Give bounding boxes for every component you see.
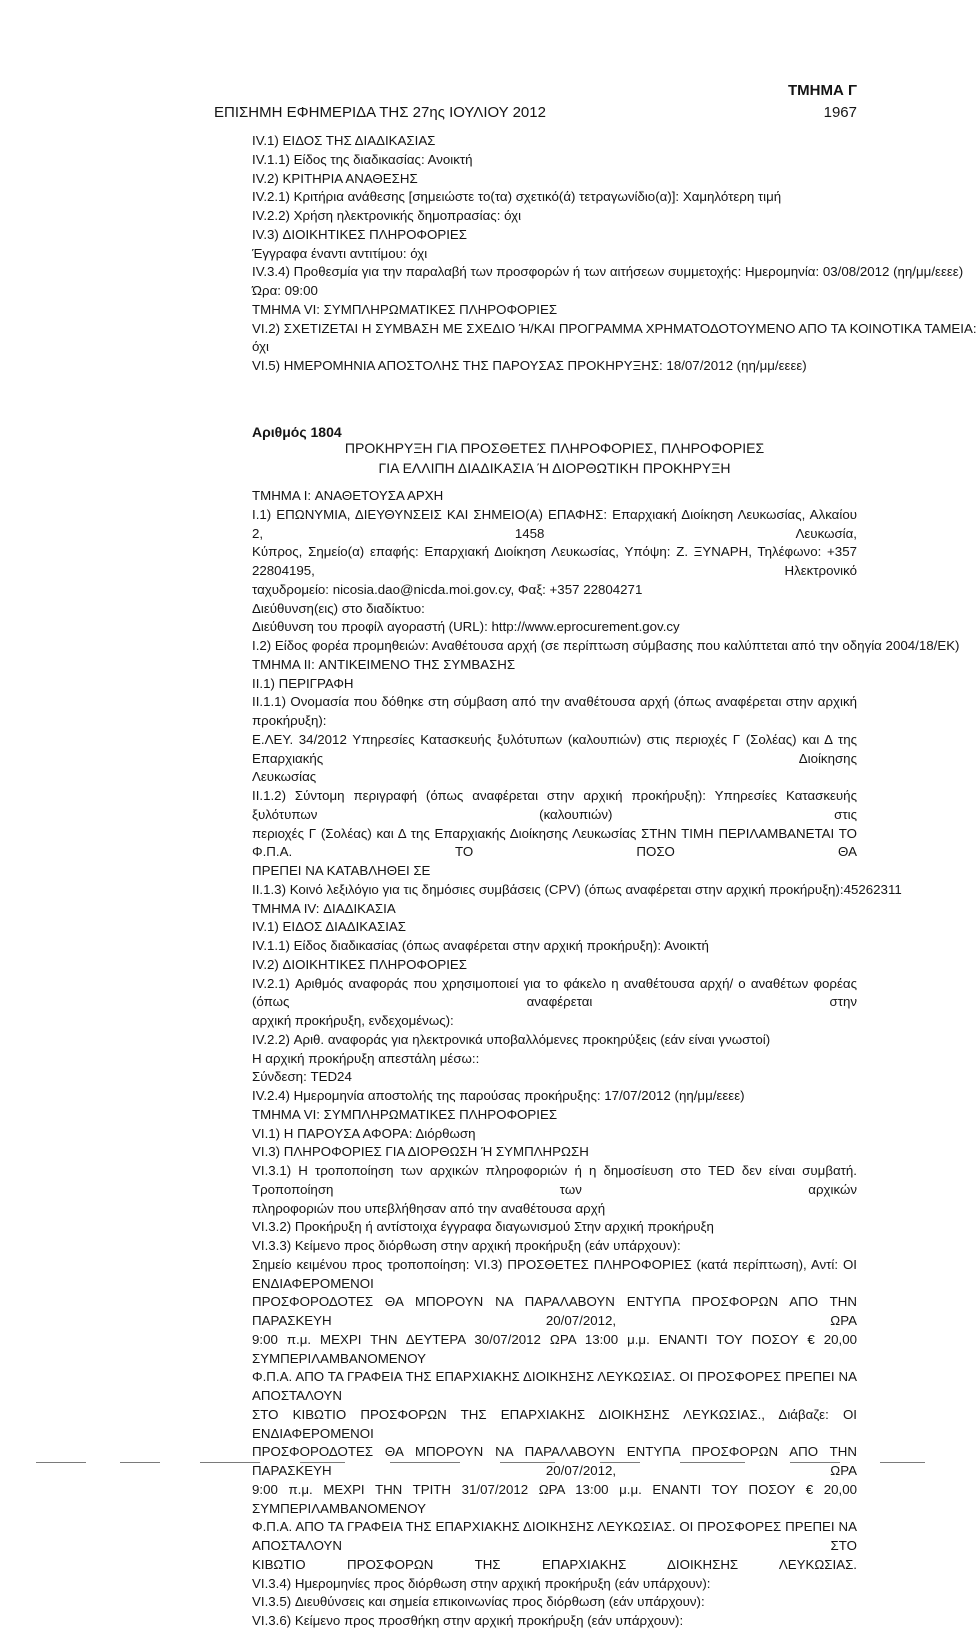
text-line: Ε.ΛΕΥ. 34/2012 Υπηρεσίες Κατασκευής ξυλότυπων (καλουπιών) στις περιοχές Γ (Σολέας) και Δ της Επαρχιακής Διοίκησης <box>252 731 857 766</box>
text-line: ταχυδρομείο: nicosia.dao@nicda.moi.gov.cy, Φαξ: +357 22804271 <box>252 581 643 597</box>
section-label: ΤΜΗΜΑ Γ <box>787 82 857 99</box>
text-line: ΤΜΗΜΑ VI: ΣΥΜΠΛΗΡΩΜΑΤΙΚΕΣ ΠΛΗΡΟΦΟΡΙΕΣ <box>252 301 558 317</box>
text-line: Λευκωσίας <box>252 769 317 785</box>
text-line: VI.3.4) Ημερομηνίες προς διόρθωση στην αρχική προκήρυξη (εάν υπάρχουν): <box>252 1575 711 1591</box>
text-line: VI.3.1) Η τροποποίηση των αρχικών πληροφοριών ή η δημοσίευση στο TED δεν είναι συμβατή. Τροποποίηση των αρχικών <box>252 1163 857 1197</box>
text-line: ΠΡΟΣΦΟΡΟΔΟΤΕΣ ΘΑ ΜΠΟΡΟΥΝ ΝΑ ΠΑΡΑΛΑΒΟΥΝ ΕΝΤΥΠΑ ΠΡΟΣΦΟΡΩΝ ΑΠΟ ΤΗΝ ΠΑΡΑΣΚΕΥΗ 20/07/2012, ΩΡΑ <box>252 1444 857 1478</box>
text-line: ΚΙΒΩΤΙΟ ΠΡΟΣΦΟΡΩΝ ΤΗΣ ΕΠΑΡΧΙΑΚΗΣ ΔΙΟΙΚΗΣΗΣ ΛΕΥΚΩΣΙΑΣ. <box>252 1556 857 1572</box>
text-line: IV.2.2) Αριθ. αναφοράς για ηλεκτρονικά υποβαλλόμενες προκηρύξεις (εάν είναι γνωστοί) <box>252 1031 771 1047</box>
text-line: VI.5) ΗΜΕΡΟΜΗΝΙΑ ΑΠΟΣΤΟΛΗΣ ΤΗΣ ΠΑΡΟΥΣΑΣ ΠΡΟΚΗΡΥΞΗΣ: 18/07/2012 (ηη/μμ/εεεε) <box>252 358 807 373</box>
text-line: Έγγραφα έναντι αντιτίμου: όχι <box>252 245 428 261</box>
page-number: 1967 <box>823 104 857 121</box>
gazette-title: ΕΠΙΣΗΜΗ ΕΦΗΜΕΡΙΔΑ ΤΗΣ 27ης ΙΟΥΛΙΟΥ 2012 <box>214 104 546 121</box>
page-footer-rule <box>0 1462 960 1468</box>
text-line: Κύπρος, Σημείο(α) επαφής: Επαρχιακή Διοίκηση Λευκωσίας, Υπόψη: Ζ. ΞΥΝΑΡΗ, Τηλέφωνο: +357 22804195, Ηλεκτρονικό <box>252 544 857 578</box>
text-line: IV.1) ΕΙΔΟΣ ΤΗΣ ΔΙΑΔΙΚΑΣΙΑΣ <box>252 133 436 148</box>
notice-title <box>252 438 857 478</box>
text-line: ΤΜΗΜΑ IV: ΔΙΑΔΙΚΑΣΙΑ <box>252 900 396 916</box>
previous-notice-tail <box>252 132 977 376</box>
text-line: VI.3.6) Κείμενο προς προσθήκη στην αρχική προκήρυξη (εάν υπάρχουν): <box>252 1613 684 1628</box>
text-line: ΣΤΟ ΚΙΒΩΤΙΟ ΠΡΟΣΦΟΡΩΝ ΤΗΣ ΕΠΑΡΧΙΑΚΗΣ ΔΙΟΙΚΗΣΗΣ ΛΕΥΚΩΣΙΑΣ., Διάβαζε: ΟΙ ΕΝΔΙΑΦΕΡΟΜΕΝΟΙ <box>252 1406 857 1441</box>
text-line: ΤΜΗΜΑ I: ΑΝΑΘΕΤΟΥΣΑ ΑΡΧΗ <box>252 488 444 503</box>
text-line: IV.1.1) Είδος διαδικασίας (όπως αναφέρεται στην αρχική προκήρυξη): Ανοικτή <box>252 938 709 953</box>
notice-title-line-1: ΠΡΟΚΗΡΥΞΗ ΓΙΑ ΠΡΟΣΘΕΤΕΣ ΠΛΗΡΟΦΟΡΙΕΣ, ΠΛΗΡΟΦΟΡΙΕΣ <box>344 440 765 456</box>
text-line: Φ.Π.Α. ΑΠΟ ΤΑ ΓΡΑΦΕΙΑ ΤΗΣ ΕΠΑΡΧΙΑΚΗΣ ΔΙΟΙΚΗΣΗΣ ΛΕΥΚΩΣΙΑΣ. ΟΙ ΠΡΟΣΦΟΡΕΣ ΠΡΕΠΕΙ ΝΑ ΑΠΟΣΤΑΛΟΥΝ <box>252 1369 857 1403</box>
text-line: αρχική προκήρυξη, ενδεχομένως): <box>252 1013 454 1028</box>
text-line: Ώρα: 09:00 <box>252 283 318 298</box>
text-line: IV.1) ΕΙΔΟΣ ΔΙΑΔΙΚΑΣΙΑΣ <box>252 919 407 935</box>
text-line: IV.1.1) Είδος της διαδικασίας: Ανοικτή <box>252 151 473 167</box>
text-line: VI.3.3) Κείμενο προς διόρθωση στην αρχική προκήρυξη (εάν υπάρχουν): <box>252 1238 681 1253</box>
text-line: IV.3) ΔΙΟΙΚΗΤΙΚΕΣ ΠΛΗΡΟΦΟΡΙΕΣ <box>252 226 468 242</box>
text-line: ΤΜΗΜΑ VI: ΣΥΜΠΛΗΡΩΜΑΤΙΚΕΣ ΠΛΗΡΟΦΟΡΙΕΣ <box>252 1106 558 1122</box>
notice-title-line-2: ΓΙΑ ΕΛΛΙΠΗ ΔΙΑΔΙΚΑΣΙΑ Ή ΔΙΟΡΘΩΤΙΚΗ ΠΡΟΚΗΡΥΞΗ <box>378 460 731 476</box>
text-line: IV.2.1) Κριτήρια ανάθεσης [σημειώστε το(τα) σχετικό(ά) τετραγωνίδιο(α)]: Χαμηλότερη τιμή <box>252 189 782 205</box>
text-line: 9:00 π.μ. ΜΕΧΡΙ ΤΗΝ ΤΡΙΤΗ 31/07/2012 ΩΡΑ 13:00 μ.μ. ΕΝΑΝΤΙ ΤΟΥ ΠΟΣΟΥ € 20,00 ΣΥΜΠΕΡΙΛΑΜΒΑΝΟΜΕΝΟΥ <box>252 1481 857 1516</box>
text-line: IV.2) ΚΡΙΤΗΡΙΑ ΑΝΑΘΕΣΗΣ <box>252 170 418 186</box>
text-line: ΤΜΗΜΑ II: ΑΝΤΙΚΕΙΜΕΝΟ ΤΗΣ ΣΥΜΒΑΣΗΣ <box>252 656 516 672</box>
text-line: Σημείο κειμένου προς τροποποίηση: VI.3) ΠΡΟΣΘΕΤΕΣ ΠΛΗΡΟΦΟΡΙΕΣ (κατά περίπτωση), Αντί: ΟΙ ΕΝΔΙΑΦΕΡΟΜΕΝΟΙ <box>252 1256 857 1291</box>
notice-body <box>252 487 960 1631</box>
text-line: Η αρχική προκήρυξη απεστάλη μέσω:: <box>252 1050 480 1066</box>
text-line: IV.2) ΔΙΟΙΚΗΤΙΚΕΣ ΠΛΗΡΟΦΟΡΙΕΣ <box>252 956 468 972</box>
text-line: Σύνδεση: TED24 <box>252 1069 352 1085</box>
text-line: I.1) ΕΠΩΝΥΜΙΑ, ΔΙΕΥΘΥΝΣΕΙΣ ΚΑΙ ΣΗΜΕΙΟ(Α) ΕΠΑΦΗΣ: Επαρχιακή Διοίκηση Λευκωσίας, Αλκαίου 2, 1458 Λευκωσία, <box>252 506 857 541</box>
text-line: II.1) ΠΕΡΙΓΡΑΦΗ <box>252 675 354 691</box>
text-line: IV.3.4) Προθεσμία για την παραλαβή των προσφορών ή των αιτήσεων συμμετοχής: Ημερομηνία: 03/08/2012 (ηη/μμ/εεεε) <box>252 264 964 280</box>
text-line: VI.3.2) Προκήρυξη ή αντίστοιχα έγγραφα διαγωνισμού Στην αρχική προκήρυξη <box>252 1219 714 1235</box>
text-line: Διεύθυνση του προφίλ αγοραστή (URL): http://www.eprocurement.gov.cy <box>252 619 680 635</box>
text-line: IV.2.4) Ημερομηνία αποστολής της παρούσας προκήρυξης: 17/07/2012 (ηη/μμ/εεεε) <box>252 1088 745 1103</box>
text-line: ΠΡΕΠΕΙ ΝΑ ΚΑΤΑΒΛΗΘΕΙ ΣΕ <box>252 863 431 878</box>
text-line: περιοχές Γ (Σολέας) και Δ της Επαρχιακής Διοίκησης Λευκωσίας ΣΤΗΝ ΤΙΜΗ ΠΕΡΙΛΑΜΒΑΝΕΤΑΙ ΤΟ Φ.Π.Α. ΤΟ ΠΟΣΟ ΘΑ <box>252 825 857 860</box>
text-line: I.2) Είδος φορέα προμηθειών: Αναθέτουσα αρχή (σε περίπτωση σύμβασης που καλύπτεται από την οδηγία 2004/18/ΕΚ) <box>252 638 960 653</box>
text-line: ΠΡΟΣΦΟΡΟΔΟΤΕΣ ΘΑ ΜΠΟΡΟΥΝ ΝΑ ΠΑΡΑΛΑΒΟΥΝ ΕΝΤΥΠΑ ΠΡΟΣΦΟΡΩΝ ΑΠΟ ΤΗΝ ΠΑΡΑΣΚΕΥΗ 20/07/2012, ΩΡΑ <box>252 1294 857 1328</box>
text-line: IV.2.2) Χρήση ηλεκτρονικής δημοπρασίας: όχι <box>252 208 522 223</box>
text-line: VI.3.5) Διευθύνσεις και σημεία επικοινωνίας προς διόρθωση (εάν υπάρχουν): <box>252 1594 705 1610</box>
text-line: όχι <box>252 339 269 355</box>
notice-number: Αριθμός 1804 <box>252 424 342 440</box>
text-line: II.1.2) Σύντομη περιγραφή (όπως αναφέρεται στην αρχική προκήρυξη): Υπηρεσίες Κατασκευής ξυλότυπων (καλουπιών) στις <box>252 788 857 822</box>
text-line: πληροφοριών που υπεβλήθησαν από την αναθέτουσα αρχή <box>252 1200 606 1216</box>
text-line: II.1.1) Ονομασία που δόθηκε στη σύμβαση από την αναθέτουσα αρχή (όπως αναφέρεται στην αρχική προκήρυξη): <box>252 694 857 728</box>
text-line: 9:00 π.μ. ΜΕΧΡΙ ΤΗΝ ΔΕΥΤΕΡΑ 30/07/2012 ΩΡΑ 13:00 μ.μ. ΕΝΑΝΤΙ ΤΟΥ ΠΟΣΟΥ € 20,00 ΣΥΜΠΕΡΙΛΑΜΒΑΝΟΜΕΝΟΥ <box>252 1331 857 1366</box>
text-line: IV.2.1) Αριθμός αναφοράς που χρησιμοποιεί για το φάκελο η αναθέτουσα αρχή/ ο αναθέτων φορέας (όπως αναφέρεται στην <box>252 975 857 1010</box>
text-line: VI.2) ΣΧΕΤΙΖΕΤΑΙ Η ΣΥΜΒΑΣΗ ΜΕ ΣΧΕΔΙΟ Ή/ΚΑΙ ΠΡΟΓΡΑΜΜΑ ΧΡΗΜΑΤΟΔΟΤΟΥΜΕΝΟ ΑΠΟ ΤΑ ΚΟΙΝΟΤΙΚΑ ΤΑΜΕΙΑ: <box>252 320 977 336</box>
text-line: VI.3) ΠΛΗΡΟΦΟΡΙΕΣ ΓΙΑ ΔΙΟΡΘΩΣΗ Ή ΣΥΜΠΛΗΡΩΣΗ <box>252 1144 589 1160</box>
text-line: Διεύθυνση(εις) στο διαδίκτυο: <box>252 600 425 616</box>
text-line: II.1.3) Κοινό λεξιλόγιο για τις δημόσιες συμβάσεις (CPV) (όπως αναφέρεται στην αρχική προκήρυξη):45262311 <box>252 881 902 897</box>
text-line: VI.1) Η ΠΑΡΟΥΣΑ ΑΦΟΡΑ: Διόρθωση <box>252 1125 476 1141</box>
text-line: Φ.Π.Α. ΑΠΟ ΤΑ ΓΡΑΦΕΙΑ ΤΗΣ ΕΠΑΡΧΙΑΚΗΣ ΔΙΟΙΚΗΣΗΣ ΛΕΥΚΩΣΙΑΣ. ΟΙ ΠΡΟΣΦΟΡΕΣ ΠΡΕΠΕΙ ΝΑ ΑΠΟΣΤΑΛΟΥΝ ΣΤΟ <box>252 1519 857 1553</box>
